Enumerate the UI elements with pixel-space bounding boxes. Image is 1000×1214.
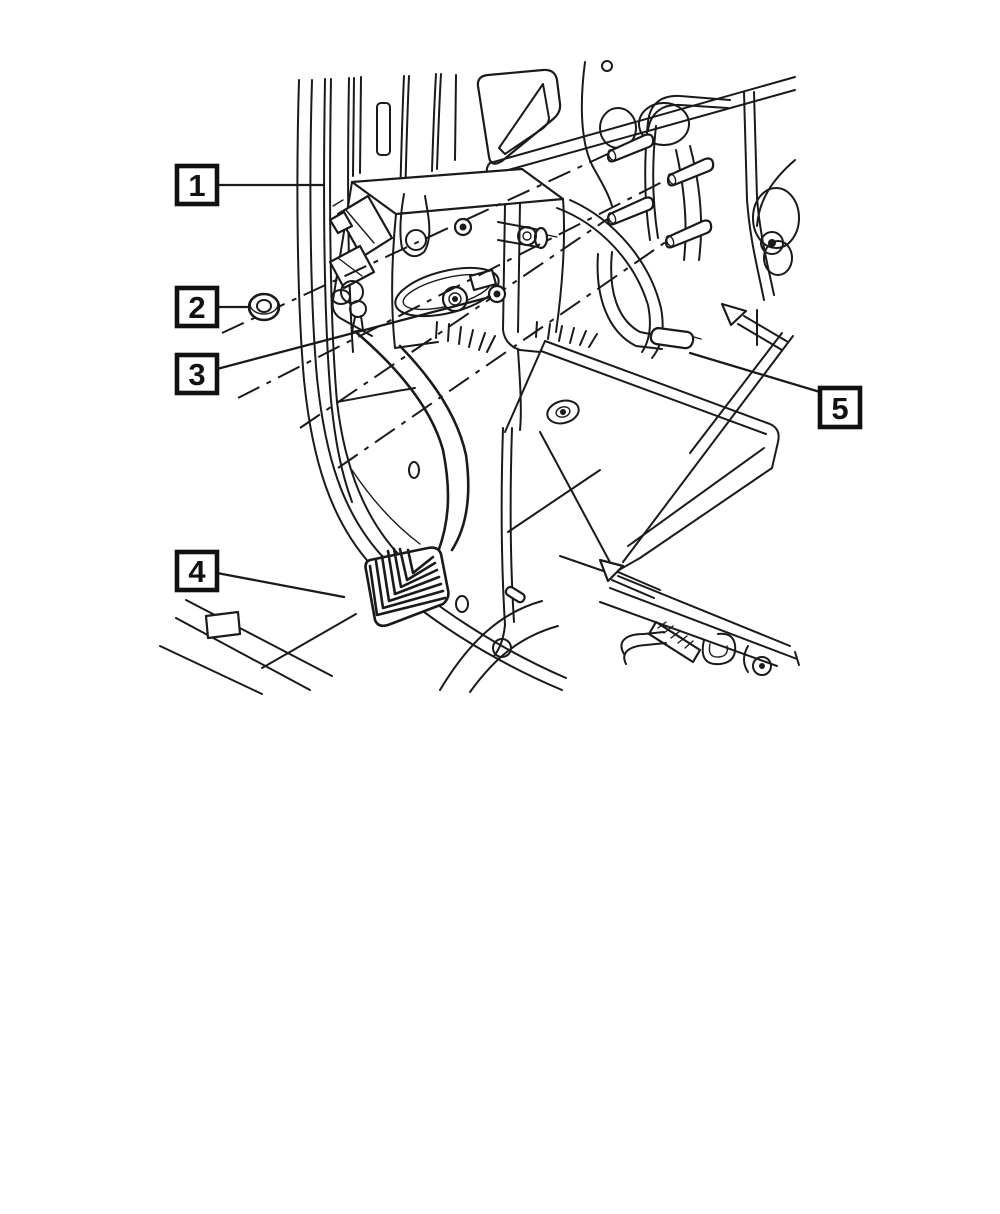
retainer-clip <box>722 304 746 325</box>
bracket-top-face <box>352 169 563 214</box>
clutch-switch <box>330 196 392 304</box>
hatch-ticks <box>536 322 597 347</box>
a-pillar-cowl-lines <box>160 74 566 694</box>
callout-2-label: 2 <box>188 290 206 325</box>
callout-4-leader <box>217 573 344 597</box>
clutch-master-cylinder <box>498 222 557 248</box>
flange-nut <box>249 294 279 320</box>
stud-4 <box>665 221 711 248</box>
callout-5-label: 5 <box>831 391 849 426</box>
callout-1 <box>177 166 324 204</box>
callout-1-label: 1 <box>188 168 206 203</box>
mounting-studs <box>607 135 713 248</box>
callout-3-label: 3 <box>188 357 206 392</box>
stud-3 <box>607 198 653 225</box>
upper-bracket-loop <box>478 70 560 164</box>
floor-tunnel-brace <box>440 333 799 692</box>
bracket-hatch-ticks <box>436 322 495 352</box>
callout-2 <box>177 288 247 326</box>
pedal-pad <box>366 548 449 626</box>
stud-2 <box>667 159 713 186</box>
pedal-bracket-assembly <box>330 169 564 430</box>
callout-4 <box>177 552 344 597</box>
callout-4-label: 4 <box>188 554 206 589</box>
